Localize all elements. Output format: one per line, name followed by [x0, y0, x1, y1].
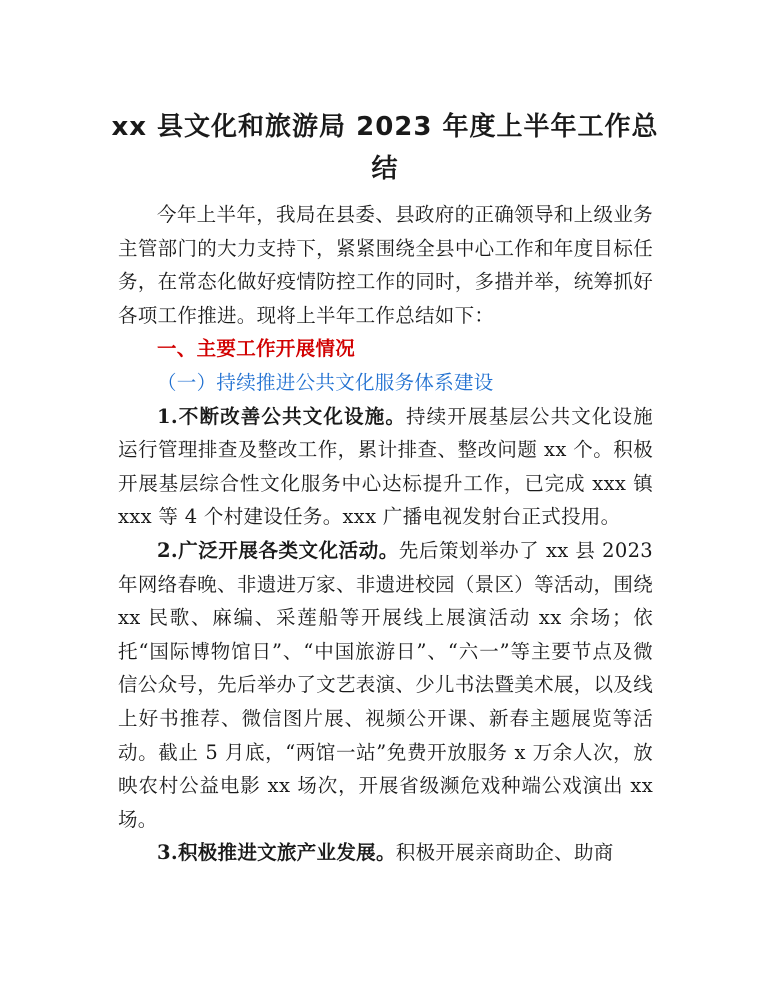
item-3-text: 积极开展亲商助企、助商 [395, 841, 614, 865]
item-2-lead: 2.广泛开展各类文化活动。 [157, 538, 399, 562]
paragraph-item-3 [118, 836, 653, 870]
intro-paragraph: 今年上半年，我局在县委、县政府的正确领导和上级业务主管部门的大力支持下，紧紧围绕全县中心工作和年度目标任务，在常态化做好疫情防控工作的同时，多措并举，统筹抓好各项工作推进。现将上半年工作总结如下： [118, 203, 653, 327]
paragraph-item-2 [118, 534, 653, 836]
document-body [118, 198, 653, 870]
subsection-heading-public-culture: （一）持续推进公共文化服务体系建设 [157, 370, 494, 394]
item-2-text: 先后策划举办了 xx 县 2023 年网络春晚、非遗进万家、非遗进校园（景区）等活动，围绕 xx 民歌、麻编、采莲船等开展线上展演活动 xx 余场；依托“国际博物馆日”、“中国旅游日”、“六一”等主要节点及微信公众号，先后举办了文艺表演、少儿书法暨美术展，以及线上好书推荐、微信图片展、视频公开课、新春主题展览等活动。截止 5 月底，“两馆一站”免费开放服务 x 万余人次，放映农村公益电影 xx 场次，开展省级濒危戏种端公戏演出 xx 场。 [118, 538, 653, 831]
document-title: xx 县文化和旅游局 2023 年度上半年工作总结 [111, 112, 659, 184]
paragraph-item-1 [118, 400, 653, 534]
item-1-lead: 1.不断改善公共文化设施。 [157, 404, 406, 428]
item-1-text: 持续开展基层公共文化设施运行管理排查及整改工作，累计排查、整改问题 xx 个。积极开展基层综合性文化服务中心达标提升工作，已完成 xxx 镇 xxx 等 4 个村建设任务。xxx 广播电视发射台正式投用。 [118, 404, 653, 529]
item-3-lead: 3.积极推进文旅产业发展。 [157, 841, 396, 865]
section-heading-main-work: 一、主要工作开展情况 [157, 337, 356, 361]
